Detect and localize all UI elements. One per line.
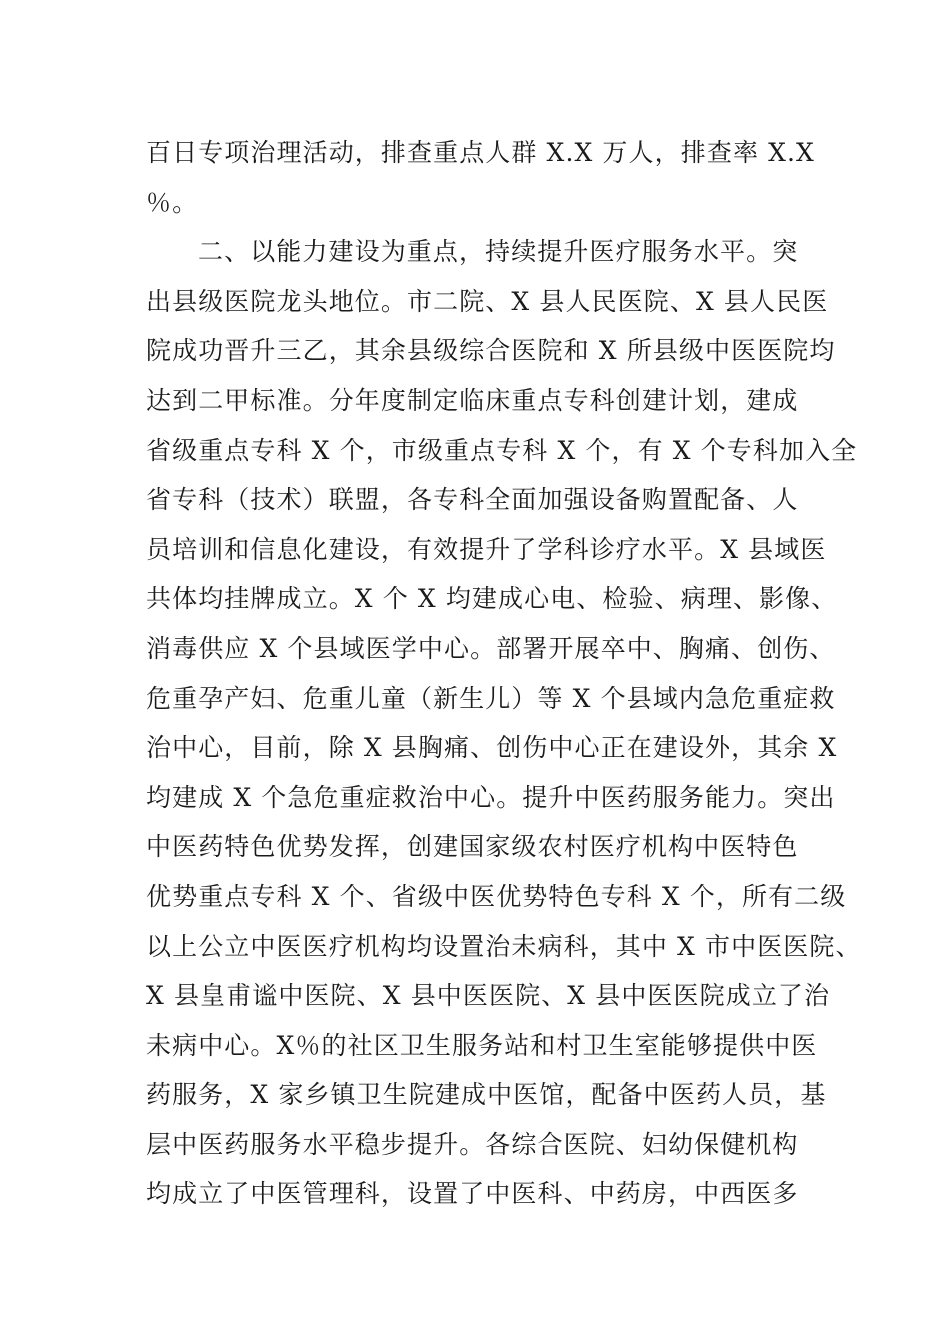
text-line: 均成立了中医管理科，设置了中医科、中药房，中西医多 (146, 1179, 799, 1209)
text-line: 共体均挂牌成立。X 个 X 均建成心电、检验、病理、影像、 (146, 584, 838, 614)
body-text (146, 128, 862, 1219)
text-line: ％。 (146, 187, 199, 217)
text-line: 层中医药服务水平稳步提升。各综合医院、妇幼保健机构 (146, 1129, 799, 1159)
text-line: 药服务，X 家乡镇卫生院建成中医馆，配备中医药人员，基 (146, 1080, 827, 1110)
text-line: 百日专项治理活动，排查重点人群 X.X 万人，排查率 X.X (146, 138, 815, 167)
text-line: 未病中心。X％的社区卫生服务站和村卫生室能够提供中医 (146, 1030, 818, 1060)
text-line: 院成功晋升三乙，其余县级综合医院和 X 所县级中医医院均 (146, 336, 836, 366)
text-line: 治中心，目前，除 X 县胸痛、创伤中心正在建设外，其余 X (146, 733, 838, 763)
paragraph-start-line: 二、以能力建设为重点，持续提升医疗服务水平。突 (198, 237, 799, 267)
text-line: 省级重点专科 X 个，市级重点专科 X 个，有 X 个专科加入全 (146, 435, 858, 465)
text-line: 员培训和信息化建设，有效提升了学科诊疗水平。X 县域医 (146, 534, 827, 564)
text-line: 以上公立中医医疗机构均设置治未病科，其中 X 市中医医院、 (146, 931, 862, 961)
text-line: 中医药特色优势发挥，创建国家级农村医疗机构中医特色 (146, 832, 799, 862)
text-line: 消毒供应 X 个县域医学中心。部署开展卒中、胸痛、创伤、 (146, 633, 836, 663)
text-line: 均建成 X 个急危重症救治中心。提升中医药服务能力。突出 (146, 782, 836, 812)
text-line: 达到二甲标准。分年度制定临床重点专科创建计划，建成 (146, 385, 799, 415)
text-line: 危重孕产妇、危重儿童（新生儿）等 X 个县域内急危重症救 (146, 683, 836, 713)
text-line: 优势重点专科 X 个、省级中医优势特色专科 X 个，所有二级 (146, 881, 847, 911)
text-line: 出县级医院龙头地位。市二院、X 县人民医院、X 县人民医 (146, 286, 829, 316)
text-line: 省专科（技术）联盟，各专科全面加强设备购置配备、人 (146, 485, 799, 515)
text-line: X 县皇甫谧中医院、X 县中医医院、X 县中医医院成立了治 (146, 981, 831, 1011)
